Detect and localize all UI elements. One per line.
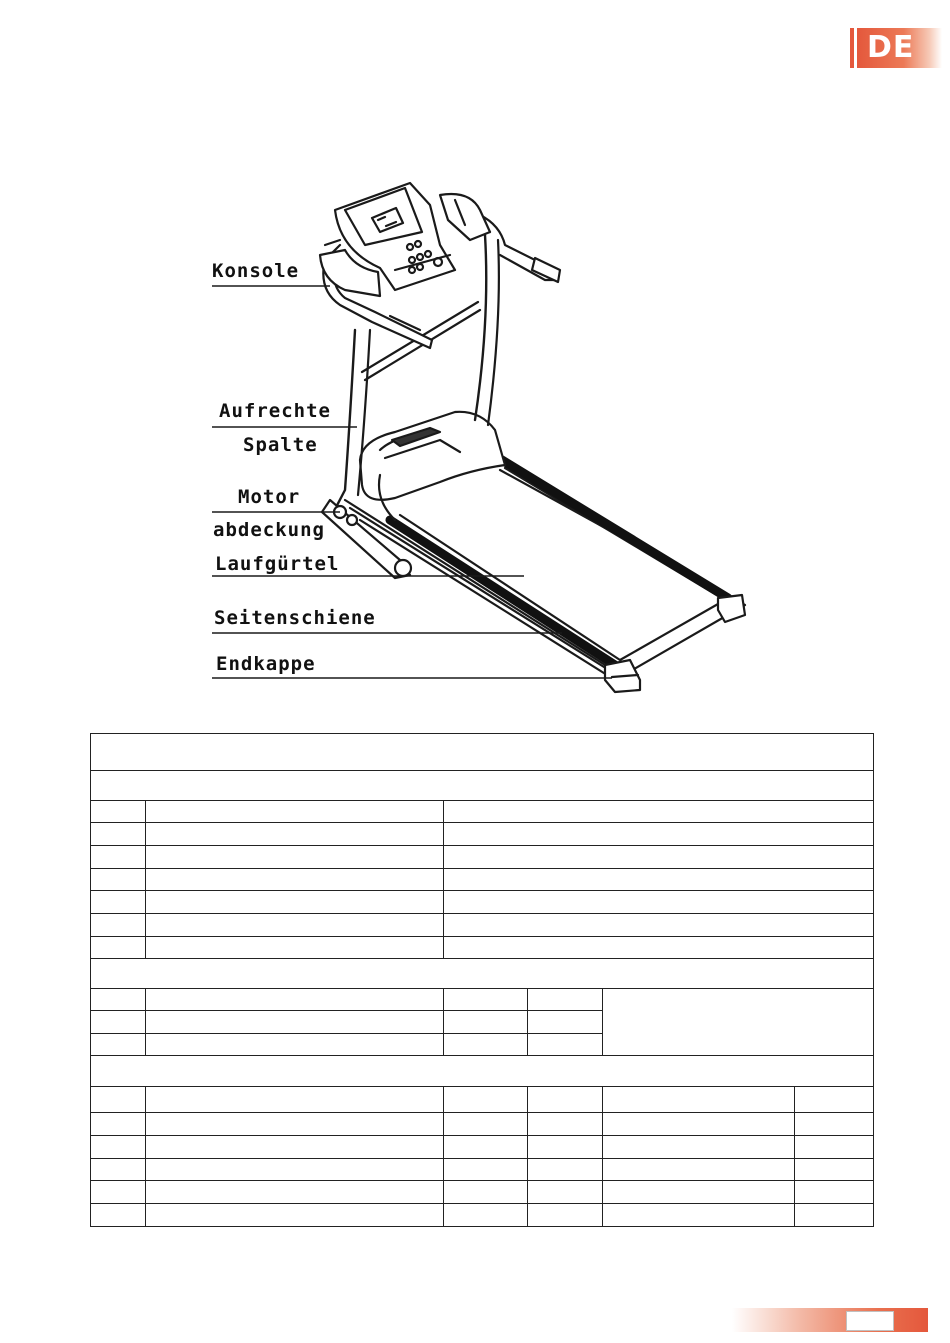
table-section-row bbox=[91, 1056, 874, 1087]
table-row bbox=[91, 869, 874, 891]
table-row bbox=[91, 1136, 874, 1159]
table-row bbox=[91, 1181, 874, 1204]
table-title-row bbox=[91, 734, 874, 771]
label-console: Konsole bbox=[212, 260, 300, 282]
table-row bbox=[91, 1087, 874, 1113]
right-upright bbox=[475, 235, 486, 420]
label-belt: Laufgürtel bbox=[215, 553, 340, 575]
table-section-row bbox=[91, 771, 874, 801]
spec-table bbox=[90, 733, 874, 1227]
label-end-cap: Endkappe bbox=[216, 653, 316, 675]
left-upright bbox=[332, 330, 355, 515]
table-row bbox=[91, 846, 874, 869]
end-cap-right bbox=[718, 595, 745, 622]
motor-cover-shape bbox=[360, 412, 505, 500]
label-upright-line1: Aufrechte bbox=[219, 400, 331, 422]
badge-accent-bar bbox=[850, 28, 854, 68]
right-side-rail-stripe bbox=[502, 460, 728, 598]
table-section-row bbox=[91, 959, 874, 989]
table-row bbox=[91, 1113, 874, 1136]
table-row bbox=[91, 801, 874, 823]
footer-accent-bar bbox=[732, 1308, 928, 1332]
table-row bbox=[91, 937, 874, 959]
label-motor-line1: Motor bbox=[238, 486, 301, 508]
badge-text: DE bbox=[867, 30, 915, 65]
table-row bbox=[91, 914, 874, 937]
table-row bbox=[91, 989, 874, 1011]
table-row bbox=[91, 1159, 874, 1181]
page-number-box bbox=[846, 1311, 894, 1331]
label-side-rail: Seitenschiene bbox=[214, 607, 376, 629]
label-motor-line2: abdeckung bbox=[213, 519, 325, 541]
label-upright-line2: Spalte bbox=[243, 434, 318, 456]
left-side-rail-stripe bbox=[390, 520, 615, 665]
table-row bbox=[91, 1204, 874, 1227]
table-row bbox=[91, 823, 874, 846]
table-row bbox=[91, 891, 874, 914]
language-badge bbox=[850, 28, 942, 68]
